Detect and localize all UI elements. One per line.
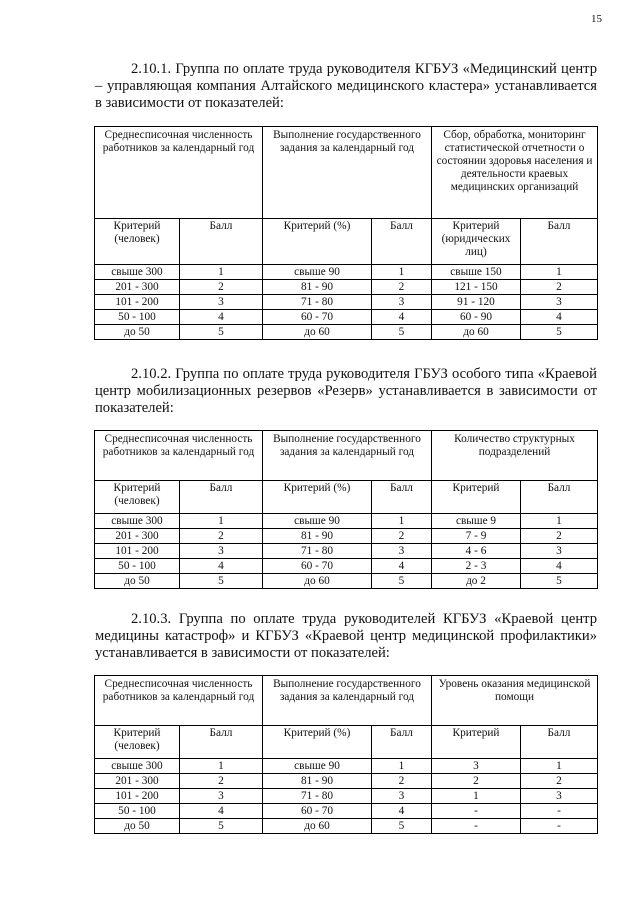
criteria-table — [94, 675, 598, 834]
table-cell: 1 — [521, 265, 598, 280]
table-cell: 50 - 100 — [95, 804, 180, 819]
table-cell: 71 - 80 — [263, 544, 372, 559]
table-cell: 3 — [180, 789, 263, 804]
table-row — [95, 280, 598, 295]
table-cell: до 50 — [95, 325, 180, 340]
table-cell: свыше 90 — [263, 265, 372, 280]
table-cell: - — [521, 819, 598, 834]
table-cell: 81 - 90 — [263, 280, 372, 295]
column-header: Балл — [521, 219, 598, 265]
table-cell: 2 — [521, 529, 598, 544]
table-cell: свыше 300 — [95, 514, 180, 529]
table-cell: 101 - 200 — [95, 789, 180, 804]
table-cell: 1 — [432, 789, 521, 804]
table-cell: до 60 — [263, 819, 372, 834]
column-header: Балл — [521, 481, 598, 514]
table-cell: 1 — [372, 514, 432, 529]
table-cell: 81 - 90 — [263, 529, 372, 544]
table-row — [95, 819, 598, 834]
table-cell: 2 — [180, 280, 263, 295]
column-header: Критерий (%) — [263, 219, 372, 265]
group-header: Количество структурных подразделений — [432, 431, 598, 481]
table-cell: 5 — [521, 325, 598, 340]
table-cell: 4 - 6 — [432, 544, 521, 559]
table-cell: 2 — [180, 774, 263, 789]
table-row — [95, 804, 598, 819]
column-header: Балл — [521, 726, 598, 759]
column-header: Балл — [180, 726, 263, 759]
table-cell: 1 — [521, 759, 598, 774]
group-header: Выполнение государственного задания за календарный год — [263, 431, 432, 481]
table-cell: 71 - 80 — [263, 295, 372, 310]
table-cell: 1 — [180, 265, 263, 280]
table-cell: 5 — [180, 325, 263, 340]
table-cell: 2 — [432, 774, 521, 789]
criteria-table — [94, 430, 598, 589]
table-cell: 101 - 200 — [95, 295, 180, 310]
table-cell: 4 — [180, 310, 263, 325]
table-row — [95, 310, 598, 325]
table-cell: - — [432, 819, 521, 834]
table-cell: 2 — [372, 774, 432, 789]
table-cell: 201 - 300 — [95, 280, 180, 295]
table-cell: 60 - 70 — [263, 559, 372, 574]
table-cell: 121 - 150 — [432, 280, 521, 295]
group-header: Среднесписочная численность работников за календарный год — [95, 431, 263, 481]
table-row — [95, 265, 598, 280]
column-header: Критерий (%) — [263, 481, 372, 514]
table-row — [95, 774, 598, 789]
table-cell: 5 — [372, 574, 432, 589]
page-number: 15 — [591, 13, 602, 25]
table-cell: до 50 — [95, 574, 180, 589]
table-cell: 3 — [180, 544, 263, 559]
table-cell: до 60 — [432, 325, 521, 340]
table-cell: 71 - 80 — [263, 789, 372, 804]
criteria-table — [94, 126, 598, 340]
group-header: Среднесписочная численность работников за календарный год — [95, 676, 263, 726]
table-row — [95, 789, 598, 804]
column-header: Критерий (человек) — [95, 481, 180, 514]
table-cell: 4 — [372, 804, 432, 819]
table-cell: 2 — [372, 529, 432, 544]
table-cell: 3 — [432, 759, 521, 774]
column-header: Критерий (человек) — [95, 726, 180, 759]
group-header: Среднесписочная численность работников за календарный год — [95, 127, 263, 219]
table-cell: 1 — [372, 265, 432, 280]
table-cell: до 60 — [263, 574, 372, 589]
table-cell: 91 - 120 — [432, 295, 521, 310]
group-header: Выполнение государственного задания за календарный год — [263, 127, 432, 219]
group-header: Выполнение государственного задания за календарный год — [263, 676, 432, 726]
table-row — [95, 544, 598, 559]
table-row — [95, 574, 598, 589]
table-cell: 2 — [372, 280, 432, 295]
table-cell: 60 - 70 — [263, 310, 372, 325]
column-header: Критерий — [432, 726, 521, 759]
table-cell: 7 - 9 — [432, 529, 521, 544]
table-cell: свыше 300 — [95, 265, 180, 280]
table-cell: свыше 90 — [263, 514, 372, 529]
table-cell: 5 — [372, 819, 432, 834]
table-cell: 1 — [180, 514, 263, 529]
table-cell: 3 — [521, 789, 598, 804]
column-header: Балл — [372, 726, 432, 759]
table-cell: 3 — [372, 544, 432, 559]
column-header: Критерий (%) — [263, 726, 372, 759]
table-cell: 60 - 70 — [263, 804, 372, 819]
column-header: Балл — [372, 219, 432, 265]
table-row — [95, 559, 598, 574]
table-cell: до 60 — [263, 325, 372, 340]
table-cell: до 2 — [432, 574, 521, 589]
table-cell: 1 — [180, 759, 263, 774]
table-cell: свыше 90 — [263, 759, 372, 774]
table-cell: свыше 9 — [432, 514, 521, 529]
table-cell: 1 — [521, 514, 598, 529]
section-heading: 2.10.2. Группа по оплате труда руководителя ГБУЗ особого типа «Краевой центр мобилизационных резервов «Резерв» устанавливается в зависимости от показателей: — [95, 366, 597, 416]
column-header: Балл — [180, 481, 263, 514]
table-cell: 201 - 300 — [95, 529, 180, 544]
table-cell: свыше 300 — [95, 759, 180, 774]
group-header: Сбор, обработка, мониторинг статистической отчетности о состоянии здоровья населения и деятельности краевых медицинских организаций — [432, 127, 598, 219]
table-cell: 4 — [372, 559, 432, 574]
table-cell: 4 — [521, 559, 598, 574]
table-row — [95, 759, 598, 774]
table-cell: 2 — [521, 280, 598, 295]
table-cell: 3 — [372, 789, 432, 804]
table-cell: 101 - 200 — [95, 544, 180, 559]
group-header: Уровень оказания медицинской помощи — [432, 676, 598, 726]
table-cell: 4 — [180, 804, 263, 819]
table-cell: - — [521, 804, 598, 819]
table-row — [95, 295, 598, 310]
column-header: Балл — [372, 481, 432, 514]
column-header: Критерий (юридических лиц) — [432, 219, 521, 265]
table-cell: 60 - 90 — [432, 310, 521, 325]
table-row — [95, 514, 598, 529]
table-cell: 4 — [372, 310, 432, 325]
column-header: Критерий (человек) — [95, 219, 180, 265]
table-cell: 5 — [180, 574, 263, 589]
table-cell: 81 - 90 — [263, 774, 372, 789]
table-cell: свыше 150 — [432, 265, 521, 280]
table-cell: 50 - 100 — [95, 559, 180, 574]
table-cell: 3 — [372, 295, 432, 310]
table-cell: 4 — [521, 310, 598, 325]
table-cell: 1 — [372, 759, 432, 774]
table-cell: 3 — [521, 544, 598, 559]
table-cell: 3 — [180, 295, 263, 310]
table-cell: 201 - 300 — [95, 774, 180, 789]
table-cell: 5 — [372, 325, 432, 340]
table-cell: 4 — [180, 559, 263, 574]
table-cell: - — [432, 804, 521, 819]
table-cell: до 50 — [95, 819, 180, 834]
table-row — [95, 529, 598, 544]
table-cell: 2 — [180, 529, 263, 544]
column-header: Критерий — [432, 481, 521, 514]
table-cell: 5 — [521, 574, 598, 589]
table-cell: 2 — [521, 774, 598, 789]
column-header: Балл — [180, 219, 263, 265]
section-heading: 2.10.3. Группа по оплате труда руководителей КГБУЗ «Краевой центр медицины катастроф» и КГБУЗ «Краевой центр медицинской профилактики» устанавливается в зависимости от показателей: — [95, 611, 597, 661]
table-cell: 5 — [180, 819, 263, 834]
table-cell: 3 — [521, 295, 598, 310]
section-heading: 2.10.1. Группа по оплате труда руководителя КГБУЗ «Медицинский центр – управляющая компания Алтайского медицинского кластера» устанавливается в зависимости от показателей: — [95, 61, 597, 111]
table-cell: 50 - 100 — [95, 310, 180, 325]
table-row — [95, 325, 598, 340]
table-cell: 2 - 3 — [432, 559, 521, 574]
